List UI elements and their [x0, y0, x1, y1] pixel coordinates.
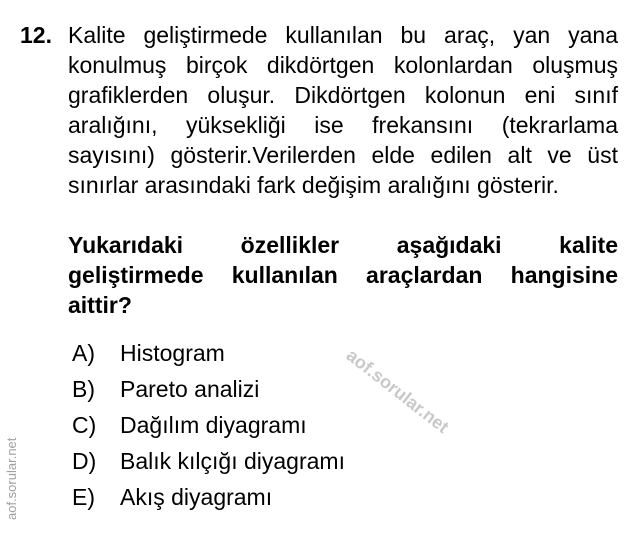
question-prompt: [68, 230, 618, 320]
watermark-side: aof.sorular.net: [4, 437, 19, 520]
option-letter: B): [72, 376, 95, 402]
prompt-line: geliştirmede kullanılan araçlardan hangisine: [68, 262, 618, 288]
stem-line: Kalite geliştirmede kullanılan bu araç, yan yana: [68, 22, 618, 48]
option-letter: C): [72, 412, 97, 438]
option-text: Akış diyagramı: [120, 484, 273, 510]
stem-line: aralığını, yüksekliği ise frekansını (tekrarlama: [68, 112, 618, 138]
option-text: Balık kılçığı diyagramı: [120, 448, 345, 474]
option-text: Pareto analizi: [120, 376, 260, 402]
prompt-line: aittir?: [68, 292, 132, 318]
prompt-line: Yukarıdaki özellikler aşağıdaki kalite: [68, 232, 618, 258]
stem-line: grafiklerden oluşur. Dikdörtgen kolonun eni sınıf: [68, 82, 618, 108]
option-text: Dağılım diyagramı: [120, 412, 307, 438]
stem-line: konulmuş birçok dikdörtgen kolonlardan oluşmuş: [68, 52, 618, 78]
option-letter: D): [72, 448, 97, 474]
option-letter: A): [72, 340, 95, 366]
question-number: 12.: [20, 22, 52, 48]
stem-line: sayısını) gösterir.Verilerden elde edilen alt ve üst: [68, 142, 618, 168]
stem-line: sınırlar arasındaki fark değişim aralığını gösterir.: [68, 172, 559, 198]
option-letter: E): [72, 484, 95, 510]
question-stem: [68, 20, 618, 200]
watermark-diagonal: aof.sorular.net: [342, 345, 453, 438]
option-text: Histogram: [120, 340, 225, 366]
